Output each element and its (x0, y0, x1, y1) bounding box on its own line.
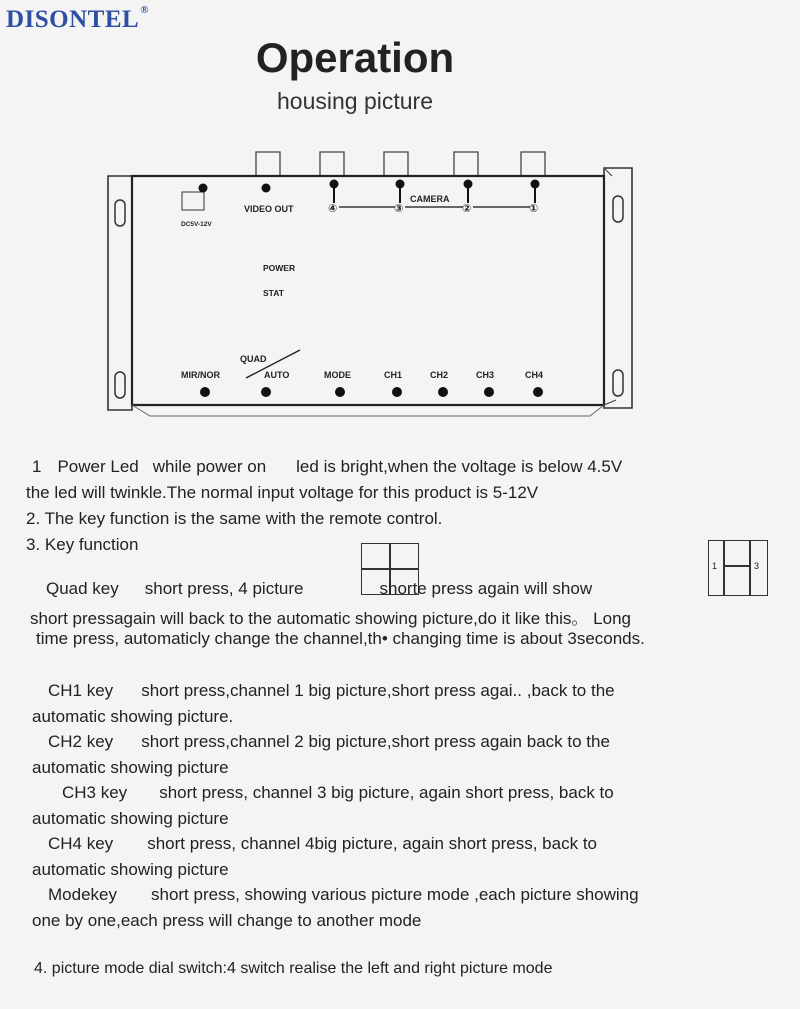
item1-number: 1 (32, 457, 42, 476)
camera-label: CAMERA (410, 194, 450, 204)
ch3-key-label: CH3 key (62, 783, 128, 802)
stat-led-label: STAT (263, 288, 284, 298)
ch1-key-line1 (48, 681, 615, 701)
ch4-key-label: CH4 key (48, 834, 114, 853)
power-led-label: POWER (263, 263, 296, 273)
mode-key-line1 (48, 885, 639, 905)
quad-auto-button (261, 387, 271, 397)
port-number-3: ③ (394, 203, 404, 215)
ch3-button (484, 387, 494, 397)
top-connector-tabs (256, 152, 545, 176)
camera-port-2 (464, 180, 473, 189)
split-num-3: 3 (754, 561, 760, 571)
ch3-key-line2: automatic showing picture (32, 809, 229, 828)
port-number-2: ② (462, 203, 472, 215)
video-out-label: VIDEO OUT (244, 204, 294, 214)
page-title: Operation (255, 34, 455, 81)
ch2-key-line1 (48, 732, 610, 752)
brand-name: DISONTEL (6, 6, 140, 33)
mir-nor-button (200, 387, 210, 397)
quad-key-press-again: shorte press again will show (379, 579, 593, 598)
item1-line2: the led will twinkle.The normal input voltage for this product is 5-12V (26, 483, 539, 502)
port-number-4: ④ (328, 203, 338, 215)
mode-key-desc: short press, showing various picture mode ,each picture showing (150, 885, 639, 904)
ch1-key-desc: short press,channel 1 big picture,short press agai.. ,back to the (141, 681, 615, 700)
camera-port-3 (396, 180, 405, 189)
item1-power-led: Power Led (57, 457, 139, 476)
ch1-key-line2: automatic showing picture. (32, 707, 234, 726)
quad-key-press: short press, 4 picture (144, 579, 304, 598)
ch2-key-desc: short press,channel 2 big picture,short press again back to the (141, 732, 610, 751)
registered-mark: ® (140, 4, 149, 16)
ch4-key-line1 (48, 834, 597, 854)
quad-key-line2: short pressagain will back to the automatic showing picture,do it like this。 Long (30, 609, 631, 628)
ch2-label: CH2 (430, 370, 449, 380)
ch4-key-desc: short press, channel 4big picture, again short press, back to (147, 834, 597, 853)
ch3-label: CH3 (476, 370, 495, 380)
camera-port-4 (330, 180, 339, 189)
camera-port-1 (531, 180, 540, 189)
mir-nor-label: MIR/NOR (181, 370, 220, 380)
item3-heading: 3. Key function (26, 535, 139, 554)
mode-key-line2: one by one,each press will change to another mode (32, 911, 422, 930)
ch3-key-line1 (62, 783, 614, 803)
port-number-1: ① (529, 203, 539, 215)
quad-key-label: Quad key (46, 579, 119, 598)
device-bottom-edge (132, 405, 604, 416)
mode-key-label: Modekey (48, 885, 117, 904)
item4-text: 4. picture mode dial switch:4 switch realise the left and right picture mode (34, 960, 553, 977)
auto-label: AUTO (264, 370, 290, 380)
quad-label: QUAD (240, 354, 267, 364)
ch4-label: CH4 (525, 370, 544, 380)
mode-label: MODE (324, 370, 351, 380)
split-view-icon (708, 540, 768, 596)
item1-led-bright: led is bright,when the voltage is below 4.5V (296, 457, 623, 476)
video-out-jack (262, 184, 271, 193)
ch2-key-line2: automatic showing picture (32, 758, 229, 777)
quad-key-line1 (46, 579, 592, 599)
left-mounting-flange (108, 176, 132, 410)
mode-button (335, 387, 345, 397)
right-mounting-flange (604, 168, 632, 408)
item1-while-on: while power on (152, 457, 267, 476)
ch1-label: CH1 (384, 370, 403, 380)
ch1-button (392, 387, 402, 397)
ch2-button (438, 387, 448, 397)
ch1-key-label: CH1 key (48, 681, 114, 700)
ch3-key-desc: short press, channel 3 big picture, again short press, back to (159, 783, 614, 802)
item1-line1 (32, 457, 622, 477)
page-subtitle: housing picture (277, 88, 433, 114)
ch2-key-label: CH2 key (48, 732, 114, 751)
item2-text: 2. The key function is the same with the remote control. (26, 509, 443, 528)
quad-key-line3: time press, automaticly change the channel,th• changing time is about 3seconds. (36, 629, 645, 648)
split-num-1: 1 (712, 561, 718, 571)
ch4-key-line2: automatic showing picture (32, 860, 229, 879)
device-housing-illustration (0, 0, 800, 440)
dc-voltage-label: DC5V-12V (181, 221, 212, 228)
ch4-button (533, 387, 543, 397)
